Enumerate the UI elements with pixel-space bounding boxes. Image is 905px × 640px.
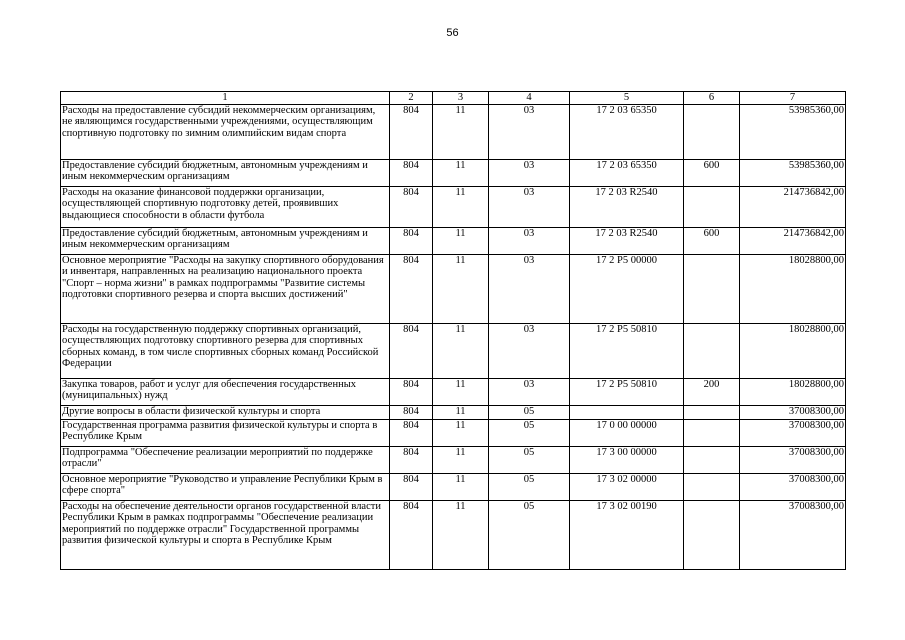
row-subsection-code: 03: [489, 104, 570, 159]
row-description: Расходы на оказание финансовой поддержки организации, осуществляющей спортивную подготовку детей, проявивших выдающиеся способности в области футбола: [61, 186, 390, 227]
row-description: Закупка товаров, работ и услуг для обеспечения государственных (муниципальных) нужд: [61, 378, 390, 405]
row-amount: 37008300,00: [740, 473, 846, 500]
row-subsection-code: 03: [489, 323, 570, 378]
row-expense-type-code: [684, 104, 740, 159]
row-description: Расходы на государственную поддержку спортивных организаций, осуществляющих подготовку спортивного резерва для спортивных сборных команд, в том числе спортивных сборных команд Российской Федерации: [61, 323, 390, 378]
row-description: Расходы на предоставление субсидий некоммерческим организациям, не являющимся государственными учреждениями, осуществляющим спортивную подготовку по зимним олимпийским видам спорта: [61, 104, 390, 159]
table-row: [61, 500, 846, 569]
column-header: 5: [570, 92, 684, 105]
table-row: [61, 104, 846, 159]
row-section-code: 11: [433, 405, 489, 419]
row-expense-type-code: 600: [684, 159, 740, 186]
row-expense-type-code: 200: [684, 378, 740, 405]
row-department-code: 804: [390, 473, 433, 500]
row-amount: 37008300,00: [740, 446, 846, 473]
row-subsection-code: 03: [489, 378, 570, 405]
row-amount: 37008300,00: [740, 405, 846, 419]
row-target-article-code: 17 2 Р5 50810: [570, 323, 684, 378]
table-row: [61, 473, 846, 500]
row-amount: 53985360,00: [740, 159, 846, 186]
row-subsection-code: 05: [489, 500, 570, 569]
row-description: Предоставление субсидий бюджетным, автономным учреждениям и иным некоммерческим организациям: [61, 227, 390, 254]
row-section-code: 11: [433, 159, 489, 186]
row-target-article-code: 17 3 00 00000: [570, 446, 684, 473]
row-department-code: 804: [390, 446, 433, 473]
row-expense-type-code: [684, 323, 740, 378]
row-section-code: 11: [433, 473, 489, 500]
table-row: [61, 405, 846, 419]
row-amount: 214736842,00: [740, 227, 846, 254]
column-header: 2: [390, 92, 433, 105]
row-expense-type-code: [684, 500, 740, 569]
row-department-code: 804: [390, 419, 433, 446]
row-section-code: 11: [433, 419, 489, 446]
row-description: Основное мероприятие "Руководство и управление Республики Крым в сфере спорта": [61, 473, 390, 500]
row-description: Другие вопросы в области физической культуры и спорта: [61, 405, 390, 419]
row-department-code: 804: [390, 405, 433, 419]
row-subsection-code: 03: [489, 186, 570, 227]
row-amount: 37008300,00: [740, 419, 846, 446]
row-department-code: 804: [390, 378, 433, 405]
row-description: Подпрограмма "Обеспечение реализации мероприятий по поддержке отрасли": [61, 446, 390, 473]
row-expense-type-code: [684, 405, 740, 419]
table-row: [61, 186, 846, 227]
row-target-article-code: 17 2 Р5 50810: [570, 378, 684, 405]
table-row: [61, 323, 846, 378]
column-header: 1: [61, 92, 390, 105]
header-row: [61, 92, 846, 105]
row-target-article-code: 17 3 02 00000: [570, 473, 684, 500]
row-target-article-code: 17 2 Р5 00000: [570, 254, 684, 323]
row-subsection-code: 05: [489, 419, 570, 446]
row-department-code: 804: [390, 186, 433, 227]
row-section-code: 11: [433, 378, 489, 405]
row-target-article-code: 17 2 03 65350: [570, 159, 684, 186]
row-department-code: 804: [390, 227, 433, 254]
row-amount: 37008300,00: [740, 500, 846, 569]
row-target-article-code: 17 2 03 R2540: [570, 227, 684, 254]
row-target-article-code: 17 2 03 R2540: [570, 186, 684, 227]
row-target-article-code: [570, 405, 684, 419]
row-department-code: 804: [390, 500, 433, 569]
row-department-code: 804: [390, 254, 433, 323]
table-row: [61, 446, 846, 473]
row-subsection-code: 05: [489, 473, 570, 500]
row-expense-type-code: [684, 446, 740, 473]
table-body: [61, 104, 846, 569]
column-header: 3: [433, 92, 489, 105]
row-description: Предоставление субсидий бюджетным, автономным учреждениям и иным некоммерческим организациям: [61, 159, 390, 186]
row-section-code: 11: [433, 500, 489, 569]
row-description: Государственная программа развития физической культуры и спорта в Республике Крым: [61, 419, 390, 446]
table-row: [61, 159, 846, 186]
table-row: [61, 227, 846, 254]
row-description: Расходы на обеспечение деятельности органов государственной власти Республики Крым в рамках подпрограммы "Обеспечение реализации мероприятий по поддержке отрасли" Государственной программы развития физической культуры и спорта в Республике Крым: [61, 500, 390, 569]
row-amount: 18028800,00: [740, 254, 846, 323]
row-subsection-code: 03: [489, 159, 570, 186]
row-target-article-code: 17 2 03 65350: [570, 104, 684, 159]
table-row: [61, 378, 846, 405]
row-amount: 18028800,00: [740, 323, 846, 378]
row-expense-type-code: [684, 473, 740, 500]
table-row: [61, 254, 846, 323]
column-header: 6: [684, 92, 740, 105]
row-subsection-code: 05: [489, 405, 570, 419]
row-section-code: 11: [433, 104, 489, 159]
page-number: 56: [446, 27, 459, 39]
row-section-code: 11: [433, 254, 489, 323]
row-department-code: 804: [390, 323, 433, 378]
row-subsection-code: 03: [489, 227, 570, 254]
column-header: 4: [489, 92, 570, 105]
column-header: 7: [740, 92, 846, 105]
row-target-article-code: 17 3 02 00190: [570, 500, 684, 569]
row-description: Основное мероприятие "Расходы на закупку спортивного оборудования и инвентаря, направленных на реализацию национального проекта "Спорт – норма жизни" в рамках подпрограммы "Развитие системы подготовки спортивного резерва и спорта высших достижений": [61, 254, 390, 323]
row-expense-type-code: 600: [684, 227, 740, 254]
row-expense-type-code: [684, 419, 740, 446]
row-section-code: 11: [433, 323, 489, 378]
row-department-code: 804: [390, 159, 433, 186]
row-section-code: 11: [433, 186, 489, 227]
row-department-code: 804: [390, 104, 433, 159]
row-expense-type-code: [684, 254, 740, 323]
row-subsection-code: 05: [489, 446, 570, 473]
row-amount: 214736842,00: [740, 186, 846, 227]
row-amount: 53985360,00: [740, 104, 846, 159]
row-target-article-code: 17 0 00 00000: [570, 419, 684, 446]
budget-table: [60, 91, 846, 570]
row-expense-type-code: [684, 186, 740, 227]
table-row: [61, 419, 846, 446]
row-section-code: 11: [433, 446, 489, 473]
row-amount: 18028800,00: [740, 378, 846, 405]
row-subsection-code: 03: [489, 254, 570, 323]
row-section-code: 11: [433, 227, 489, 254]
